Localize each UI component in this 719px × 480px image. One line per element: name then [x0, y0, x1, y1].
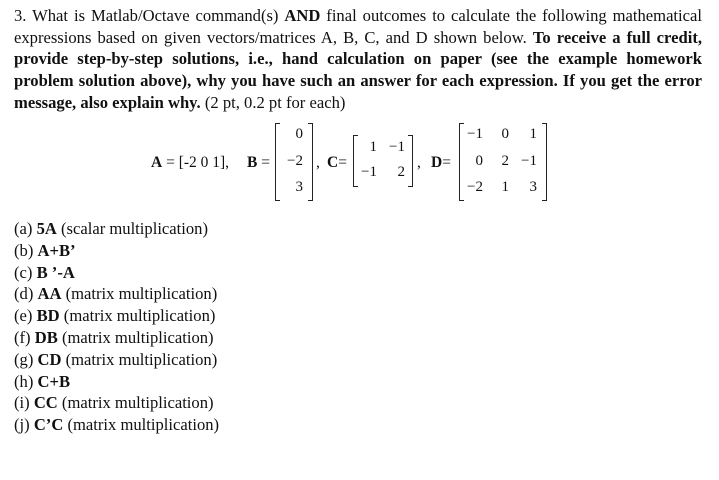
part-note: (matrix multiplication) [57, 327, 214, 347]
d-cell: 1 [529, 126, 537, 142]
b-cell: 3 [295, 179, 303, 195]
d-cell: 0 [475, 153, 483, 169]
c-cell: 2 [397, 164, 405, 180]
part-expression: AA [37, 284, 62, 304]
part-item [14, 218, 219, 240]
part-item [14, 327, 219, 349]
b-label: B [247, 154, 258, 171]
part-note: (matrix multiplication) [59, 306, 216, 326]
d-cell: 3 [529, 179, 537, 195]
c-cell: −1 [389, 139, 405, 155]
question-text-segment: (2 pt, 0.2 pt for each) [200, 92, 346, 112]
part-item [14, 349, 219, 371]
d-label: D [431, 154, 443, 171]
part-prefix: (e) [14, 306, 37, 326]
question-bold-text: To receive a full credit, provide step-by-step solutions, i.e., hand calculation on paper (see the example homework problem solution above), why you have such an answer for each expression. If you get the error message, also explain why. [14, 27, 702, 112]
c-equals: = [338, 154, 347, 171]
part-item [14, 392, 219, 414]
part-item [14, 283, 219, 305]
part-expression: A+B’ [37, 240, 76, 260]
c-matrix [353, 135, 413, 187]
part-note: (matrix multiplication) [61, 284, 218, 304]
part-prefix: (b) [14, 240, 38, 260]
b-equals: = [261, 154, 270, 171]
b-cell: 0 [295, 126, 303, 142]
part-expression: C’C [33, 415, 64, 435]
part-item [14, 262, 219, 284]
part-prefix: (i) [14, 393, 34, 413]
part-expression: DB [34, 327, 58, 347]
question-text [14, 5, 702, 114]
part-prefix: (a) [14, 219, 37, 238]
part-note: (scalar multiplication) [56, 219, 208, 238]
d-equals: = [442, 154, 451, 171]
d-definition [431, 154, 451, 172]
part-expression: C+B [37, 371, 71, 391]
part-prefix: (d) [14, 284, 38, 304]
question-bold-text: AND [284, 6, 321, 25]
part-item [14, 414, 219, 436]
part-note: (matrix multiplication) [57, 393, 214, 413]
d-cell: −1 [467, 126, 483, 142]
d-cell: −1 [521, 153, 537, 169]
c-cell: 1 [369, 139, 377, 155]
part-expression: 5A [36, 219, 57, 238]
parts-list [14, 218, 219, 436]
matrix-definitions [0, 123, 719, 203]
part-expression: CC [33, 393, 58, 413]
b-separator: , [316, 154, 320, 171]
part-expression: BD [36, 306, 60, 326]
question-text-segment: final outcomes to calculate the following mathematical expressions based on given vectors/matrices A, B, C, and D shown below. [14, 6, 702, 47]
d-cell: 0 [501, 126, 509, 142]
part-item [14, 371, 219, 393]
part-prefix: (c) [14, 262, 37, 282]
b-definition [247, 154, 270, 172]
part-item [14, 305, 219, 327]
b-cell: −2 [287, 153, 303, 169]
d-matrix [459, 123, 547, 201]
part-prefix: (g) [14, 349, 38, 369]
d-cell: 2 [501, 153, 509, 169]
a-label: A [151, 154, 163, 171]
part-prefix: (j) [14, 415, 34, 435]
part-prefix: (h) [14, 371, 38, 391]
c-definition [327, 154, 347, 172]
part-note: (matrix multiplication) [61, 349, 218, 369]
part-expression: CD [37, 349, 62, 369]
question-text-segment: 3. What is Matlab/Octave command(s) [14, 6, 285, 25]
part-item [14, 240, 219, 262]
part-note: (matrix multiplication) [63, 415, 220, 435]
part-prefix: (f) [14, 327, 35, 347]
a-definition [151, 154, 229, 172]
c-cell: −1 [361, 164, 377, 180]
c-separator: , [417, 154, 421, 171]
d-cell: −2 [467, 179, 483, 195]
b-matrix [275, 123, 313, 201]
a-value: = [-2 0 1], [166, 154, 230, 171]
c-label: C [327, 154, 339, 171]
d-cell: 1 [501, 179, 509, 195]
part-expression: B ’-A [36, 262, 75, 282]
